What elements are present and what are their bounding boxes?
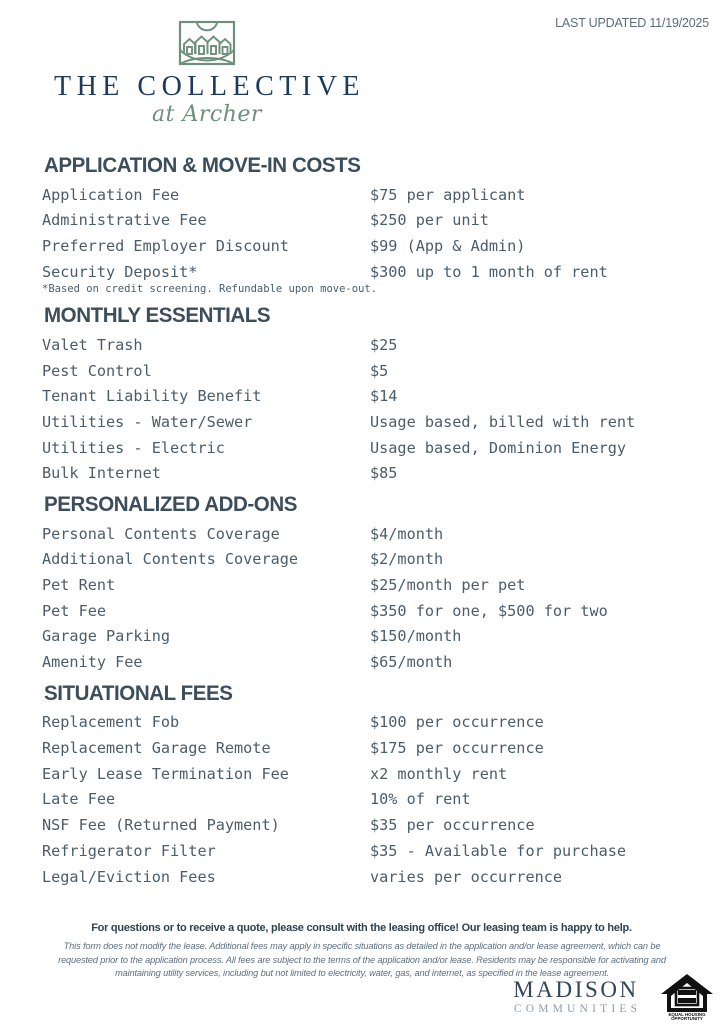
- fee-value: Usage based, Dominion Energy: [370, 438, 627, 457]
- section-footnote: *Based on credit screening. Refundable upon move-out.: [42, 283, 378, 296]
- fee-value: $85: [370, 464, 398, 483]
- fee-label: Legal/Eviction Fees: [42, 867, 216, 886]
- svg-text:OPPORTUNITY: OPPORTUNITY: [671, 1016, 703, 1020]
- fee-value: $75 per applicant: [370, 185, 526, 204]
- fee-row: [42, 762, 702, 788]
- fee-row: [42, 710, 702, 736]
- fee-value: $350 for one, $500 for two: [370, 601, 608, 620]
- fee-value: $175 per occurrence: [370, 739, 544, 758]
- fee-rows: [42, 333, 702, 487]
- fee-value: $35 per occurrence: [370, 816, 535, 835]
- fee-label: Replacement Fob: [42, 713, 180, 732]
- equal-housing-opportunity-icon: [659, 972, 715, 1020]
- section-title: APPLICATION & MOVE-IN COSTS: [44, 153, 361, 177]
- section-title: PERSONALIZED ADD-ONS: [44, 492, 298, 517]
- fee-label: Pet Rent: [42, 575, 116, 594]
- footer-disclaimer: This form does not modify the lease. Additional fees may apply in specific situations as detailed in the application and/or lease agreement, which can be requested prior to the application process. All fees are subject to the terms of the application and/or lease. Residents may be responsible for activating and maintaining utility services, including but not limited to electricity, water, gas, and internet, as specified in the lease agreement.: [57, 940, 666, 979]
- fee-value: $4/month: [370, 524, 444, 543]
- fee-row: [42, 813, 702, 839]
- fee-value: $5: [370, 361, 389, 380]
- fee-row: [42, 384, 702, 410]
- fee-value: $25/month per pet: [370, 575, 526, 594]
- fee-value: $100 per occurrence: [370, 713, 544, 732]
- fee-row: [42, 208, 702, 234]
- fee-label: NSF Fee (Returned Payment): [42, 816, 280, 835]
- fee-label: Bulk Internet: [42, 464, 161, 483]
- last-updated-label: LAST UPDATED 11/19/2025: [555, 16, 709, 30]
- fee-label: Pest Control: [42, 361, 152, 380]
- fee-value: $25: [370, 335, 398, 354]
- property-branding: [42, 20, 372, 128]
- fee-rows: [42, 710, 702, 890]
- fee-rows: [42, 522, 702, 676]
- fee-label: Preferred Employer Discount: [42, 236, 289, 255]
- fee-value: $14: [370, 387, 398, 406]
- fee-value: $65/month: [370, 653, 453, 672]
- svg-text:EQUAL HOUSING: EQUAL HOUSING: [668, 1012, 706, 1017]
- fee-label: Amenity Fee: [42, 653, 143, 672]
- fee-value: $35 - Available for purchase: [370, 841, 627, 860]
- fee-label: Valet Trash: [42, 335, 143, 354]
- fee-label: Utilities - Water/Sewer: [42, 412, 253, 431]
- house-landscape-logo-icon: [178, 20, 236, 66]
- fee-value: $250 per unit: [370, 211, 489, 230]
- fee-row: [42, 547, 702, 573]
- fee-sections: [42, 152, 702, 890]
- fee-row: [42, 234, 702, 260]
- fee-label: Additional Contents Coverage: [42, 550, 299, 569]
- madison-subwordmark: COMMUNITIES: [513, 1002, 642, 1015]
- fee-row: [42, 359, 702, 385]
- fee-label: Early Lease Termination Fee: [42, 764, 289, 783]
- madison-wordmark: MADISON: [513, 976, 639, 1002]
- fee-row: [42, 410, 702, 436]
- fee-value: $150/month: [370, 627, 462, 646]
- fee-row: [42, 650, 702, 676]
- section-application-move-in-costs: [42, 152, 702, 296]
- fee-label: Utilities - Electric: [42, 438, 225, 457]
- fee-label: Personal Contents Coverage: [42, 524, 280, 543]
- fee-label: Application Fee: [42, 185, 180, 204]
- fee-value: $99 (App & Admin): [370, 236, 526, 255]
- madison-communities-logo: [501, 978, 651, 1016]
- fee-label: Refrigerator Filter: [42, 841, 216, 860]
- brand-subtitle: at Archer: [152, 102, 262, 128]
- fee-label: Garage Parking: [42, 627, 171, 646]
- fee-row: [42, 787, 702, 813]
- fee-value: varies per occurrence: [370, 867, 563, 886]
- fee-label: Pet Fee: [42, 601, 107, 620]
- fee-label: Late Fee: [42, 790, 116, 809]
- fee-row: [42, 436, 702, 462]
- fee-label: Tenant Liability Benefit: [42, 387, 262, 406]
- fee-value: x2 monthly rent: [370, 764, 508, 783]
- section-personalized-add-ons: [42, 491, 702, 676]
- fee-label: Replacement Garage Remote: [42, 739, 271, 758]
- fee-rows: [42, 183, 702, 286]
- fee-value: $300 up to 1 month of rent: [370, 262, 608, 281]
- fee-row: [42, 736, 702, 762]
- fee-value: $2/month: [370, 550, 444, 569]
- fee-label: Security Deposit*: [42, 262, 198, 281]
- fee-row: [42, 522, 702, 548]
- fee-row: [42, 333, 702, 359]
- fee-value: Usage based, billed with rent: [370, 412, 636, 431]
- fee-row: [42, 865, 702, 891]
- brand-name: THE COLLECTIVE: [53, 71, 366, 102]
- section-monthly-essentials: [42, 302, 702, 487]
- fee-row: [42, 573, 702, 599]
- footer: [0, 921, 723, 980]
- section-situational-fees: [42, 680, 702, 890]
- fee-row: [42, 183, 702, 209]
- fee-row: [42, 839, 702, 865]
- fee-row: [42, 461, 702, 487]
- fee-label: Administrative Fee: [42, 211, 207, 230]
- fee-row: [42, 624, 702, 650]
- fee-row: [42, 599, 702, 625]
- fee-value: 10% of rent: [370, 790, 471, 809]
- section-title: MONTHLY ESSENTIALS: [44, 303, 271, 328]
- footer-headline: For questions or to receive a quote, please consult with the leasing office! Our leasing team is happy to help.: [91, 922, 632, 934]
- section-title: SITUATIONAL FEES: [44, 680, 233, 705]
